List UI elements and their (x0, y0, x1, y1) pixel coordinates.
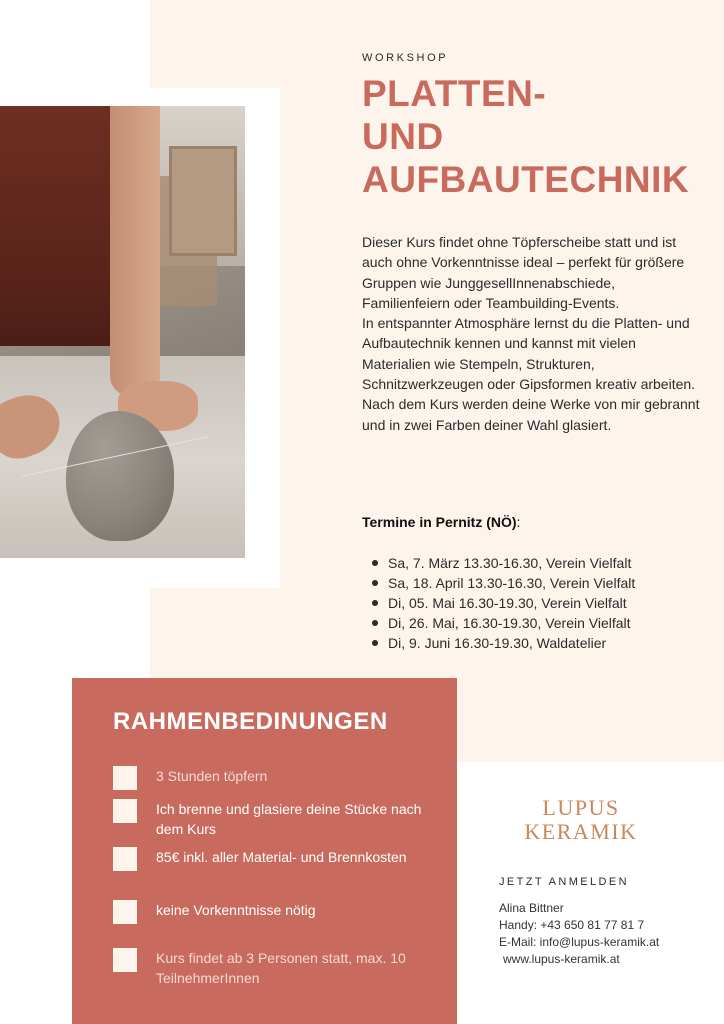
dates-list (372, 553, 635, 653)
condition-item (113, 799, 443, 839)
date-item: Di, 26. Mai, 16.30-19.30, Verein Vielfalt (372, 613, 635, 633)
eyebrow-label: WORKSHOP (362, 52, 449, 64)
condition-item (113, 900, 443, 924)
date-item: Sa, 7. März 13.30-16.30, Verein Vielfalt (372, 553, 635, 573)
condition-text: 3 Stunden töpfern (156, 768, 268, 784)
intro-paragraph-2: In entspannter Atmosphäre lernst du die Platten- und Aufbautechnik kennen und kannst mit vielen Materialien wie Stempeln, Strukturen, Schnitzwerkzeugen oder Gipsformen kreativ arbeiten. Nach dem Kurs werden deine Werke von mir gebrannt und in zwei Farben deiner Wahl glasiert. (362, 315, 700, 433)
date-item: Di, 05. Mai 16.30-19.30, Verein Vielfalt (372, 593, 635, 613)
checkbox-icon (113, 766, 137, 790)
title-line-2: UND (362, 116, 444, 157)
contact-website[interactable]: www.lupus-keramik.at (503, 952, 620, 966)
condition-text: keine Vorkenntnisse nötig (156, 902, 316, 918)
dates-heading-colon: : (516, 514, 521, 530)
photo-crate (169, 146, 237, 256)
contact-phone[interactable]: Handy: +43 650 81 77 81 7 (499, 918, 645, 932)
intro-text (362, 232, 702, 435)
dates-heading (362, 514, 520, 530)
signup-cta: JETZT ANMELDEN (499, 876, 629, 888)
condition-text: Ich brenne und glasiere deine Stücke nach dem Kurs (156, 801, 422, 837)
date-item: Di, 9. Juni 16.30-19.30, Waldatelier (372, 633, 635, 653)
lupus-keramik-logo (496, 796, 666, 844)
condition-text: Kurs findet ab 3 Personen statt, max. 10 TeilnehmerInnen (156, 950, 406, 986)
contact-block (499, 900, 659, 968)
condition-text: 85€ inkl. aller Material- und Brennkosten (156, 849, 407, 865)
condition-item (113, 847, 443, 871)
condition-item (113, 948, 443, 988)
page-title (362, 72, 722, 201)
conditions-panel (72, 678, 457, 1024)
photo-clay-vessel (66, 411, 174, 541)
contact-name: Alina Bittner (499, 901, 564, 915)
checkbox-icon (113, 900, 137, 924)
logo-line-2: KERAMIK (524, 819, 638, 844)
intro-paragraph-1: Dieser Kurs findet ohne Töpferscheibe statt und ist auch ohne Vorkenntnisse ideal – perfekt für größere Gruppen wie JunggesellInnenabschiede, Familienfeiern oder Teambuilding-Events. (362, 234, 685, 311)
pottery-photo (0, 106, 245, 558)
contact-email[interactable]: E-Mail: info@lupus-keramik.at (499, 935, 660, 949)
dates-heading-label: Termine in Pernitz (NÖ) (362, 514, 517, 530)
date-item: Sa, 18. April 13.30-16.30, Verein Vielfalt (372, 573, 635, 593)
conditions-title: RAHMENBEDINUNGEN (113, 708, 388, 735)
logo-line-1: LUPUS (542, 795, 620, 820)
condition-item (113, 766, 443, 790)
title-line-1: PLATTEN- (362, 73, 547, 114)
checkbox-icon (113, 948, 137, 972)
checkbox-icon (113, 847, 137, 871)
checkbox-icon (113, 799, 137, 823)
title-line-3: AUFBAUTECHNIK (362, 159, 690, 200)
photo-arm (110, 106, 160, 396)
